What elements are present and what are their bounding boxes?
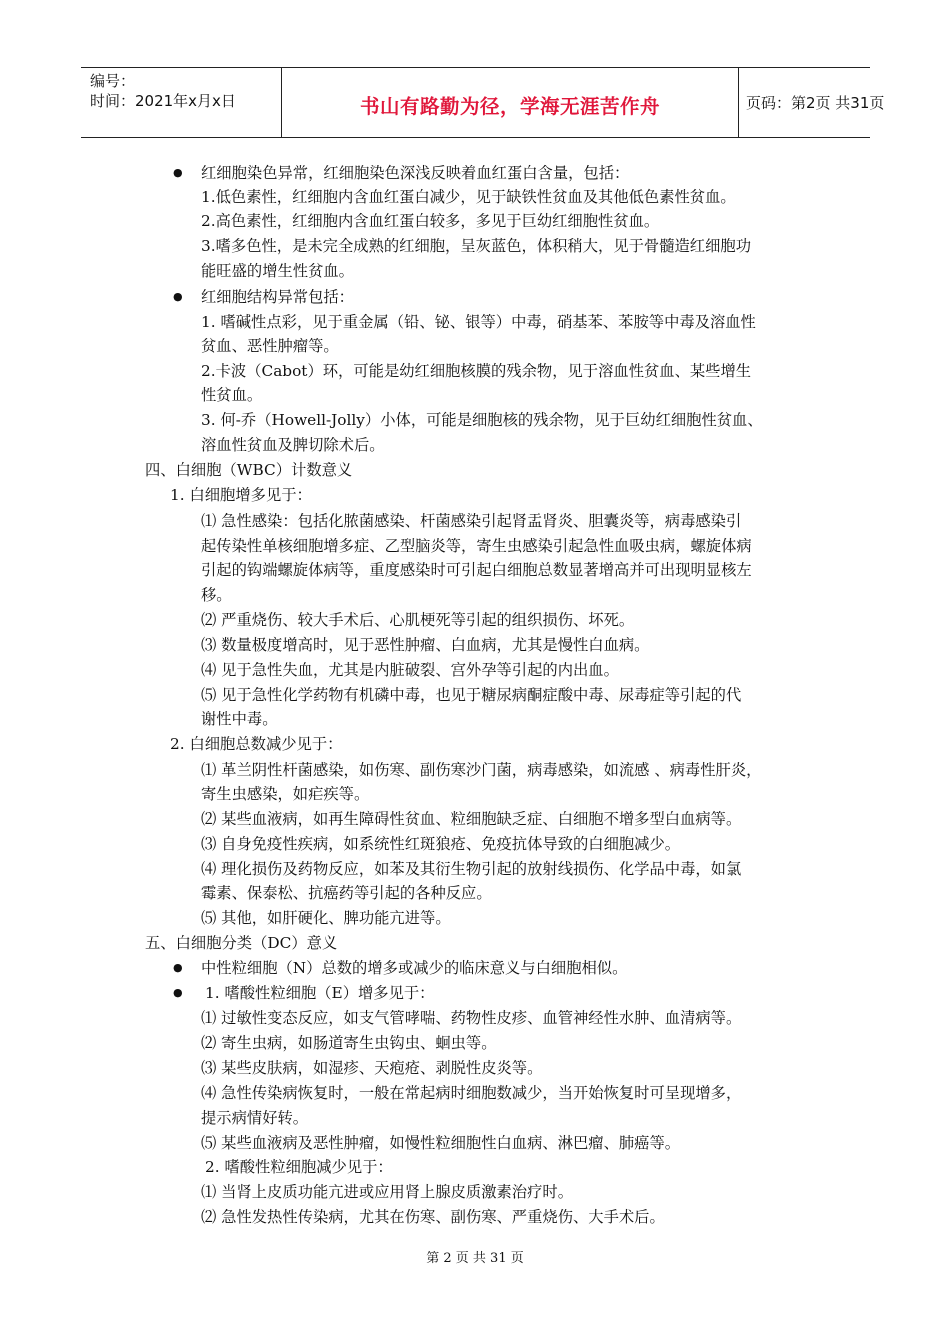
wbc-decrease-item: ⑶ 自身免疫性疾病，如系统性红斑狼疮、免疫抗体导致的白细胞减少。 bbox=[201, 835, 681, 853]
bullet-icon: ● bbox=[173, 290, 183, 303]
wbc-decrease-item: ⑴ 革兰阴性杆菌感染，如伤寒、副伤寒沙门菌，病毒感染，如流感 、病毒性肝炎， bbox=[201, 761, 762, 779]
section-heading-wbc-dc: 五、白细胞分类（DC）意义 bbox=[145, 934, 338, 952]
doc-number-label: 编号： bbox=[90, 72, 136, 90]
bullet-icon: ● bbox=[173, 986, 183, 999]
header-page-cell bbox=[738, 68, 885, 137]
wbc-increase-item: ⑸ 见于急性化学药物有机磷中毒，也见于糖尿病酮症酸中毒、尿毒症等引起的代 bbox=[201, 686, 742, 704]
eosinophil-decrease-title: 2. 嗜酸性粒细胞减少见于： bbox=[205, 1158, 393, 1176]
wbc-decrease-item: 寄生虫感染，如疟疾等。 bbox=[201, 785, 370, 803]
rbc-struct-item: 1. 嗜碱性点彩，见于重金属（铅、铋、银等）中毒，硝基苯、苯胺等中毒及溶血性 bbox=[201, 313, 756, 331]
eosinophil-decrease-item: ⑴ 当肾上皮质功能亢进或应用肾上腺皮质激素治疗时。 bbox=[201, 1183, 573, 1201]
rbc-stain-item: 能旺盛的增生性贫血。 bbox=[201, 262, 354, 280]
wbc-increase-item: 起传染性单核细胞增多症、乙型脑炎等，寄生虫感染引起急性血吸虫病，螺旋体病 bbox=[201, 537, 752, 555]
wbc-increase-item: 谢性中毒。 bbox=[201, 710, 278, 728]
rbc-struct-item: 溶血性贫血及脾切除术后。 bbox=[201, 436, 385, 454]
rbc-stain-item: 1.低色素性，红细胞内含血红蛋白减少，见于缺铁性贫血及其他低色素性贫血。 bbox=[201, 188, 736, 206]
page-footer: 第 2 页 共 31 页 bbox=[426, 1251, 524, 1266]
wbc-increase-item: 移。 bbox=[201, 586, 232, 604]
doc-time: 时间：2021年x月x日 bbox=[90, 92, 236, 110]
bullet-icon: ● bbox=[173, 961, 183, 974]
eosinophil-increase-item: 提示病情好转。 bbox=[201, 1109, 309, 1127]
rbc-struct-title: 红细胞结构异常包括： bbox=[201, 288, 354, 306]
wbc-decrease-item: ⑷ 理化损伤及药物反应，如苯及其衍生物引起的放射线损伤、化学品中毒，如氯 bbox=[201, 860, 742, 878]
neutrophil-text: 中性粒细胞（N）总数的增多或减少的临床意义与白细胞相似。 bbox=[201, 959, 628, 977]
rbc-struct-item: 贫血、恶性肿瘤等。 bbox=[201, 337, 339, 355]
eosinophil-increase-item: ⑶ 某些皮肤病，如湿疹、天疱疮、剥脱性皮炎等。 bbox=[201, 1059, 543, 1077]
wbc-increase-item: 引起的钩端螺旋体病等，重度感染时可引起白细胞总数显著增高并可出现明显核左 bbox=[201, 561, 752, 579]
rbc-stain-title: 红细胞染色异常，红细胞染色深浅反映着血红蛋白含量，包括： bbox=[201, 164, 630, 182]
wbc-increase-title: 1. 白细胞增多见于： bbox=[170, 486, 312, 504]
wbc-increase-item: ⑶ 数量极度增高时，见于恶性肿瘤、白血病，尤其是慢性白血病。 bbox=[201, 636, 650, 654]
header-meta-cell bbox=[81, 68, 281, 137]
eosinophil-decrease-item: ⑵ 急性发热性传染病，尤其在伤寒、副伤寒、严重烧伤、大手术后。 bbox=[201, 1208, 665, 1226]
wbc-decrease-item: 霉素、保泰松、抗癌药等引起的各种反应。 bbox=[201, 884, 492, 902]
page-header bbox=[81, 67, 885, 138]
header-slogan: 书山有路勤为径，学海无涯苦作舟 bbox=[359, 95, 660, 118]
wbc-increase-item: ⑴ 急性感染：包括化脓菌感染、杆菌感染引起肾盂肾炎、胆囊炎等，病毒感染引 bbox=[201, 512, 742, 530]
eosinophil-increase-item: ⑷ 急性传染病恢复时，一般在常起病时细胞数减少，当开始恢复时可呈现增多， bbox=[201, 1084, 742, 1102]
eosinophil-increase-title: 1. 嗜酸性粒细胞（E）增多见于： bbox=[205, 984, 435, 1002]
rbc-struct-item: 2.卡波（Cabot）环，可能是幼红细胞核膜的残余物，见于溶血性贫血、某些增生 bbox=[201, 362, 752, 380]
rbc-struct-item: 性贫血。 bbox=[201, 386, 263, 404]
wbc-increase-item: ⑵ 严重烧伤、较大手术后、心肌梗死等引起的组织损伤、坏死。 bbox=[201, 611, 635, 629]
wbc-decrease-title: 2. 白细胞总数减少见于： bbox=[170, 735, 343, 753]
wbc-decrease-item: ⑸ 其他，如肝硬化、脾功能亢进等。 bbox=[201, 909, 451, 927]
wbc-decrease-item: ⑵ 某些血液病，如再生障碍性贫血、粒细胞缺乏症、白细胞不增多型白血病等。 bbox=[201, 810, 742, 828]
bullet-icon: ● bbox=[173, 166, 183, 179]
eosinophil-increase-item: ⑵ 寄生虫病，如肠道寄生虫钩虫、蛔虫等。 bbox=[201, 1034, 497, 1052]
header-slogan-cell bbox=[281, 68, 739, 137]
rbc-stain-item: 3.嗜多色性，是未完全成熟的红细胞，呈灰蓝色，体积稍大，见于骨髓造红细胞功 bbox=[201, 237, 751, 255]
rbc-struct-item: 3. 何-乔（Howell-Jolly）小体，可能是细胞核的残余物，见于巨幼红细胞性贫血、 bbox=[201, 411, 763, 429]
header-page-info: 页码：第2页 共31页 bbox=[746, 94, 885, 112]
eosinophil-increase-item: ⑸ 某些血液病及恶性肿瘤，如慢性粒细胞性白血病、淋巴瘤、肺癌等。 bbox=[201, 1134, 681, 1152]
rbc-stain-item: 2.高色素性，红细胞内含血红蛋白较多，多见于巨幼红细胞性贫血。 bbox=[201, 212, 660, 230]
section-heading-wbc-count: 四、白细胞（WBC）计数意义 bbox=[145, 461, 353, 479]
wbc-increase-item: ⑷ 见于急性失血，尤其是内脏破裂、宫外孕等引起的内出血。 bbox=[201, 661, 619, 679]
eosinophil-increase-item: ⑴ 过敏性变态反应，如支气管哮喘、药物性皮疹、血管神经性水肿、血清病等。 bbox=[201, 1009, 742, 1027]
